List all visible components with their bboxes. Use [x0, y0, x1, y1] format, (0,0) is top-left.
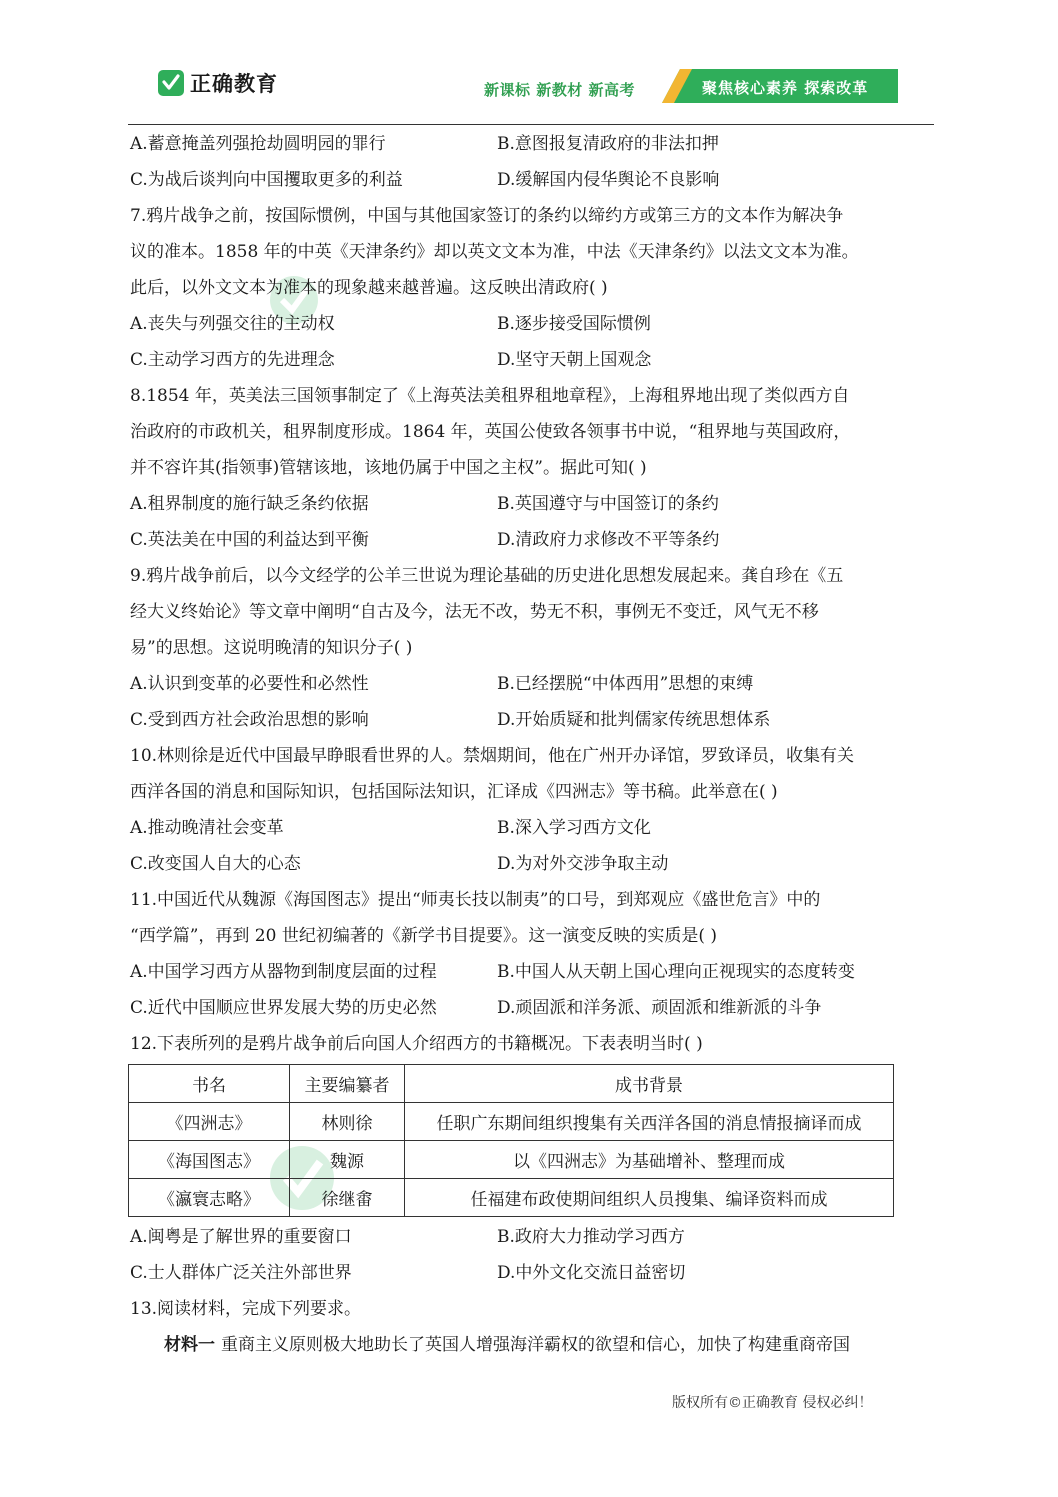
question-11-stem: “西学篇”，再到 20 世纪初编著的《新学书目提要》。这一演变反映的实质是( ) [130, 926, 717, 946]
question-12-stem: 12.下表所列的是鸦片战争前后向国人介绍西方的书籍概况。下表表明当时( ) [130, 1034, 703, 1054]
option-d: D.开始质疑和批判儒家传统思想体系 [497, 710, 771, 730]
table-header: 主要编纂者 [290, 1065, 405, 1103]
question-8-stem: 并不容许其(指领事)管辖该地，该地仍属于中国之主权”。据此可知( ) [130, 458, 647, 478]
table-cell: 《四洲志》 [129, 1103, 290, 1141]
material-label: 材料一 [164, 1335, 215, 1355]
table-row [129, 1179, 894, 1217]
option-c: C.受到西方社会政治思想的影响 [130, 710, 369, 730]
question-9-stem: 经大义终始论》等文章中阐明“自古及今，法无不改，势无不积，事例无不变迁，风气无不移 [130, 602, 819, 622]
table-header-row [129, 1065, 894, 1103]
table-row [129, 1103, 894, 1141]
option-d: D.中外文化交流日益密切 [497, 1263, 686, 1283]
option-row [130, 702, 930, 738]
table-header: 成书背景 [405, 1065, 894, 1103]
option-row [130, 846, 930, 882]
option-d: D.坚守天朝上国观念 [497, 350, 652, 370]
question-content [130, 126, 930, 1363]
option-row [130, 1219, 930, 1255]
option-row [130, 486, 930, 522]
option-c: C.改变国人自大的心态 [130, 854, 301, 874]
option-d: D.为对外交涉争取主动 [497, 854, 669, 874]
option-a: A.闽粤是了解世界的重要窗口 [130, 1227, 352, 1247]
option-c: C.主动学习西方的先进理念 [130, 350, 335, 370]
option-a: A.蓄意掩盖列强抢劫圆明园的罪行 [130, 134, 386, 154]
option-d: D.顽固派和洋务派、顽固派和维新派的斗争 [497, 998, 822, 1018]
question-10-stem: 西洋各国的消息和国际知识，包括国际法知识，汇译成《四洲志》等书稿。此举意在( ) [130, 782, 778, 802]
option-d: D.缓解国内侵华舆论不良影响 [497, 170, 720, 190]
option-a: A.租界制度的施行缺乏条约依据 [130, 494, 369, 514]
option-row [130, 810, 930, 846]
material-text: 重商主义原则极大地助长了英国人增强海洋霸权的欲望和信心，加快了构建重商帝国 [221, 1335, 850, 1355]
option-b: B.逐步接受国际惯例 [497, 314, 651, 334]
option-b: B.政府大力推动学习西方 [497, 1227, 685, 1247]
option-b: B.已经摆脱“中体西用”思想的束缚 [497, 674, 754, 694]
table-cell: 任职广东期间组织搜集有关西洋各国的消息情报摘译而成 [405, 1103, 894, 1141]
option-b: B.英国遵守与中国签订的条约 [497, 494, 719, 514]
option-c: C.为战后谈判向中国攫取更多的利益 [130, 170, 403, 190]
table-row [129, 1141, 894, 1179]
option-row [130, 162, 930, 198]
option-row [130, 990, 930, 1026]
header-banner [662, 69, 898, 103]
option-row [130, 954, 930, 990]
logo-text: 正确教育 [190, 72, 278, 96]
question-9-stem: 9.鸦片战争前后，以今文经学的公羊三世说为理论基础的历史进化思想发展起来。龚自珍在《五 [130, 566, 844, 586]
option-b: B.意图报复清政府的非法扣押 [497, 134, 719, 154]
option-row [130, 306, 930, 342]
copyright-footer: 版权所有©正确教育 侵权必纠！ [672, 1395, 873, 1411]
option-row [130, 342, 930, 378]
header-divider [128, 124, 934, 125]
option-row [130, 126, 930, 162]
option-a: A.丧失与列强交往的主动权 [130, 314, 335, 334]
option-c: C.士人群体广泛关注外部世界 [130, 1263, 352, 1283]
table-cell: 《海国图志》 [129, 1141, 290, 1179]
brand-logo [158, 68, 278, 98]
table-cell: 林则徐 [290, 1103, 405, 1141]
option-d: D.清政府力求修改不平等条约 [497, 530, 720, 550]
question-7-stem: 议的准本。1858 年的中英《天津条约》却以英文文本为准，中法《天津条约》以法文文本为准。 [130, 242, 859, 262]
option-a: A.中国学习西方从器物到制度层面的过程 [130, 962, 437, 982]
option-c: C.英法美在中国的利益达到平衡 [130, 530, 369, 550]
option-a: A.认识到变革的必要性和必然性 [130, 674, 369, 694]
table-cell: 徐继畬 [290, 1179, 405, 1217]
question-7-stem: 7.鸦片战争之前，按国际惯例，中国与其他国家签订的条约以缔约方或第三方的文本作为解决争 [130, 206, 844, 226]
table-cell: 任福建布政使期间组织人员搜集、编译资料而成 [405, 1179, 894, 1217]
option-row [130, 1255, 930, 1291]
option-row [130, 522, 930, 558]
header-slogan: 新课标 新教材 新高考 [484, 81, 635, 99]
question-13-stem: 13.阅读材料，完成下列要求。 [130, 1299, 362, 1319]
option-b: B.中国人从天朝上国心理向正视现实的态度转变 [497, 962, 855, 982]
option-b: B.深入学习西方文化 [497, 818, 651, 838]
check-logo-icon [158, 70, 184, 96]
table-cell: 魏源 [290, 1141, 405, 1179]
option-row [130, 666, 930, 702]
table-header: 书名 [129, 1065, 290, 1103]
page-header [0, 0, 1058, 125]
books-table [128, 1064, 894, 1217]
table-cell: 以《四洲志》为基础增补、整理而成 [405, 1141, 894, 1179]
option-a: A.推动晚清社会变革 [130, 818, 284, 838]
question-8-stem: 治政府的市政机关，租界制度形成。1864 年，英国公使致各领事书中说，“租界地与英国政府， [130, 422, 851, 442]
table-cell: 《瀛寰志略》 [129, 1179, 290, 1217]
option-c: C.近代中国顺应世界发展大势的历史必然 [130, 998, 437, 1018]
question-8-stem: 8.1854 年，英美法三国领事制定了《上海英法美租界租地章程》，上海租界地出现了类似西方自 [130, 386, 850, 406]
question-7-stem: 此后，以外文文本为准本的现象越来越普遍。这反映出清政府( ) [130, 278, 608, 298]
question-9-stem: 易”的思想。这说明晚清的知识分子( ) [130, 638, 413, 658]
material-paragraph [130, 1327, 930, 1363]
banner-text: 聚焦核心素养 探索改革 [702, 79, 869, 97]
question-10-stem: 10.林则徐是近代中国最早睁眼看世界的人。禁烟期间，他在广州开办译馆，罗致译员，收集有关 [130, 746, 855, 766]
question-11-stem: 11.中国近代从魏源《海国图志》提出“师夷长技以制夷”的口号，到郑观应《盛世危言》中的 [130, 890, 821, 910]
